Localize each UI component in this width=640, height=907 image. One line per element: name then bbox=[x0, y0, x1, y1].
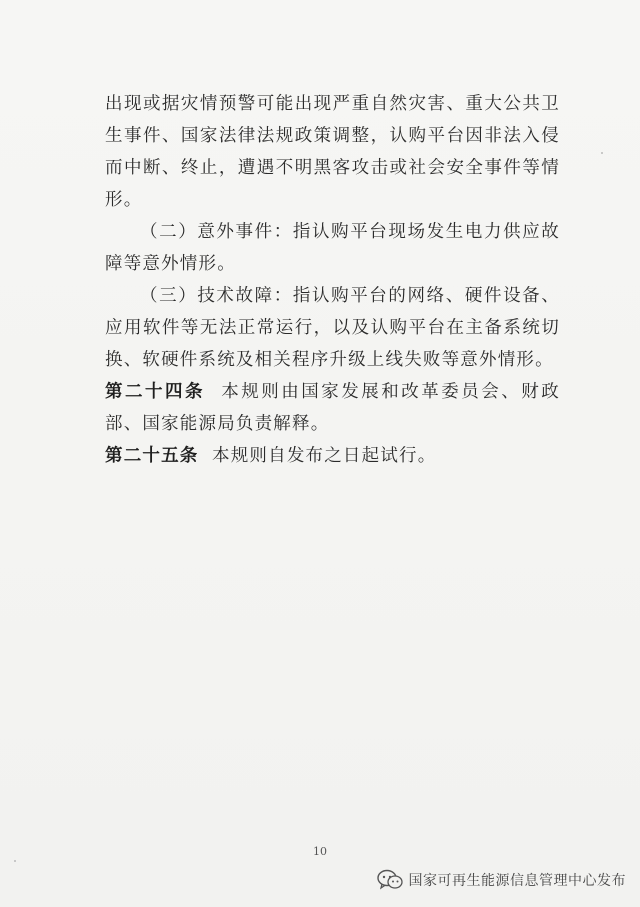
paragraph-accident: （二）意外事件：指认购平台现场发生电力供应故障等意外情形。 bbox=[105, 222, 560, 274]
scan-speck bbox=[601, 152, 603, 154]
watermark bbox=[377, 869, 627, 891]
page-number: 10 bbox=[313, 845, 327, 858]
scan-speck bbox=[14, 860, 16, 862]
watermark-text: 国家可再生能源信息管理中心发布 bbox=[408, 873, 626, 889]
wechat-icon bbox=[377, 869, 403, 891]
paragraph-continuation: 出现或据灾情预警可能出现严重自然灾害、重大公共卫生事件、国家法律法规政策调整，认购平台因非法入侵而中断、终止，遭遇不明黑客攻击或社会安全事件等情形。 bbox=[105, 94, 560, 210]
article-24 bbox=[105, 376, 560, 440]
article-24-heading: 第二十四条 bbox=[105, 382, 206, 402]
article-25-heading: 第二十五条 bbox=[105, 446, 199, 466]
paragraph-technical-fault: （三）技术故障：指认购平台的网络、硬件设备、应用软件等无法正常运行，以及认购平台在主备系统切换、软硬件系统及相关程序升级上线失败等意外情形。 bbox=[105, 286, 560, 370]
article-25 bbox=[105, 440, 560, 472]
document-body bbox=[105, 88, 560, 472]
article-25-text: 本规则自发布之日起试行。 bbox=[212, 446, 437, 466]
article-24-text: 本规则由国家发展和改革委员会、财政部、国家能源局负责解释。 bbox=[105, 382, 560, 434]
